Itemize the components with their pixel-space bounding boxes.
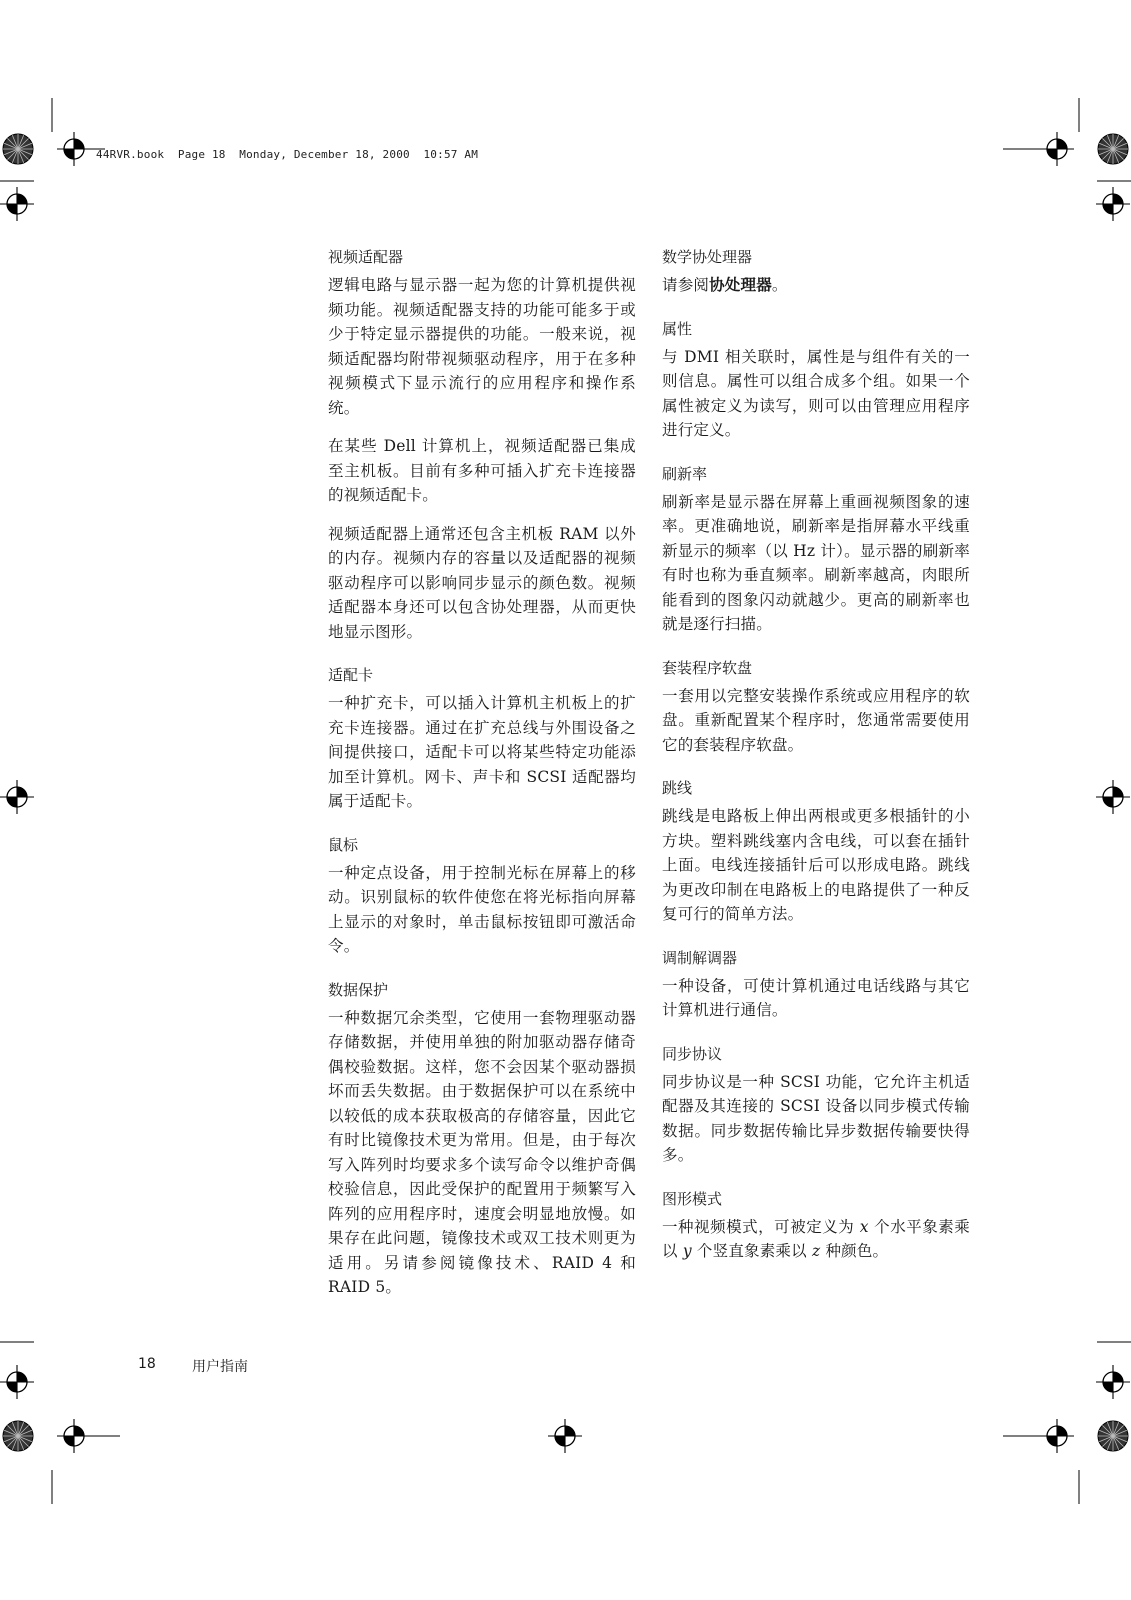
page-number: 18 [138, 1356, 156, 1372]
glossary-entry-sync-negotiation [662, 1043, 970, 1168]
glossary-entry-math-coprocessor [662, 246, 970, 298]
entry-term: 适配卡 [328, 666, 374, 684]
entry-term: 属性 [662, 319, 693, 338]
see-also-suffix: 。 [771, 276, 788, 294]
entry-paragraph: 视频适配器上通常还包含主机板 RAM 以外的内存。视频内存的容量以及适配器的视频驱动程序可以影响同步显示的颜色数。视频适配器本身还可以包含协处理器，从而更快地显示图形。 [328, 524, 636, 641]
entry-term: 鼠标 [328, 835, 359, 854]
glossary-entry-attribute [662, 318, 970, 443]
entry-term: 套装程序软盘 [662, 658, 753, 677]
entry-paragraph: 一套用以完整安装操作系统或应用程序的软盘。重新配置某个程序时，您通常需要使用它的套装程序软盘。 [662, 686, 970, 754]
entry-paragraph [662, 273, 970, 298]
entry-paragraph: 一种数据冗余类型，它使用一套物理驱动器存储数据，并使用单独的附加驱动器存储奇偶校验数据。这样，您不会因某个驱动器损坏而丢失数据。由于数据保护可以在系统中以较低的成本获取极高的存储容量，因此它有时比镜像技术更为常用。但是，由于每次写入阵列时均要求多个读写命令以维护奇偶校验信息，因此受保护的配置用于频繁写入阵列的应用程序时，速度会明显地放慢。如果存在此问题，镜像技术或双工技术则更为适用。另请参阅镜像技术、RAID 4 和 RAID 5。 [328, 1008, 636, 1296]
variable-y: y [682, 1242, 692, 1260]
glossary-entry-video-adapter [328, 246, 636, 644]
entry-paragraph: 一种定点设备，用于控制光标在屏幕上的移动。识别鼠标的软件使您在将光标指向屏幕上显示的对象时，单击鼠标按钮即可激活命令。 [328, 863, 636, 955]
entry-paragraph: 在某些 Dell 计算机上，视频适配器已集成至主机板。目前有多种可插入扩充卡连接器的视频适配卡。 [328, 437, 636, 504]
entry-term: 同步协议 [662, 1044, 723, 1063]
entry-term: 调制解调器 [662, 948, 738, 967]
glossary-entry-data-protection [328, 979, 636, 1300]
glossary-entry-jumper [662, 777, 970, 927]
entry-term: 图形模式 [662, 1189, 723, 1208]
entry-paragraph: 刷新率是显示器在屏幕上重画视频图象的速率。更准确地说，刷新率是指屏幕水平线重新显示的频率（以 Hz 计）。显示器的刷新率有时也称为垂直频率。刷新率越高，肉眼所能看到的图象闪动就越少。更高的刷新率也就是逐行扫描。 [662, 492, 970, 633]
entry-term: 数学协处理器 [662, 248, 753, 266]
entry-term: 视频适配器 [328, 248, 404, 266]
text-segment: 种颜色。 [820, 1242, 889, 1260]
glossary-entry-mouse [328, 834, 636, 959]
entry-term: 跳线 [662, 779, 693, 797]
entry-term: 数据保护 [328, 980, 389, 999]
text-segment: 个水平象素乘以 [662, 1217, 971, 1260]
glossary-entry-modem [662, 947, 970, 1023]
entry-paragraph: 跳线是电路板上伸出两根或更多根插针的小方块。塑料跳线塞内含电线，可以套在插针上面。电线连接插针后可以形成电路。跳线为更改印制在电路板上的电路提供了一种反复可行的简单方法。 [662, 807, 970, 923]
variable-z: z [811, 1242, 821, 1260]
footer-book-title: 用户指南 [192, 1359, 248, 1375]
text-segment: 一种视频模式，可被定义为 [662, 1217, 860, 1236]
left-column [328, 246, 636, 1320]
entry-paragraph [662, 1215, 970, 1264]
cross-reference-link[interactable]: 协处理器 [709, 275, 772, 294]
right-column [662, 246, 970, 1284]
entry-paragraph: 一种扩充卡，可以插入计算机主机板上的扩充卡连接器。通过在扩充总线与外围设备之间提供接口，适配卡可以将某些特定功能添加至计算机。网卡、声卡和 SCSI 适配器均属于适配卡。 [328, 694, 636, 810]
entry-paragraph: 与 DMI 相关联时，属性是与组件有关的一则信息。属性可以组合成多个组。如果一个属性被定义为读写，则可以由管理应用程序进行定义。 [662, 347, 970, 439]
print-header-stamp: 44RVR.book Page 18 Monday, December 18, 2000 10:57 AM [96, 148, 479, 161]
entry-paragraph: 同步协议是一种 SCSI 功能，它允许主机适配器及其连接的 SCSI 设备以同步模式传输数据。同步数据传输比异步数据传输要快得多。 [662, 1072, 970, 1164]
glossary-entry-adapter-card [328, 664, 636, 814]
entry-paragraph: 逻辑电路与显示器一起为您的计算机提供视频功能。视频适配器支持的功能可能多于或少于特定显示器提供的功能。一般来说，视频适配器均附带视频驱动程序，用于在多种视频模式下显示流行的应用程序和操作系统。 [328, 276, 636, 417]
text-segment: 个竖直象素乘以 [691, 1242, 812, 1260]
entry-term: 刷新率 [662, 464, 708, 483]
variable-x: x [859, 1217, 869, 1236]
glossary-entry-program-diskette-set [662, 657, 970, 758]
glossary-entry-graphics-mode [662, 1188, 970, 1264]
entry-paragraph: 一种设备，可使计算机通过电话线路与其它计算机进行通信。 [662, 976, 970, 1019]
see-also-prefix: 请参阅 [662, 276, 710, 294]
glossary-entry-refresh-rate [662, 463, 970, 637]
